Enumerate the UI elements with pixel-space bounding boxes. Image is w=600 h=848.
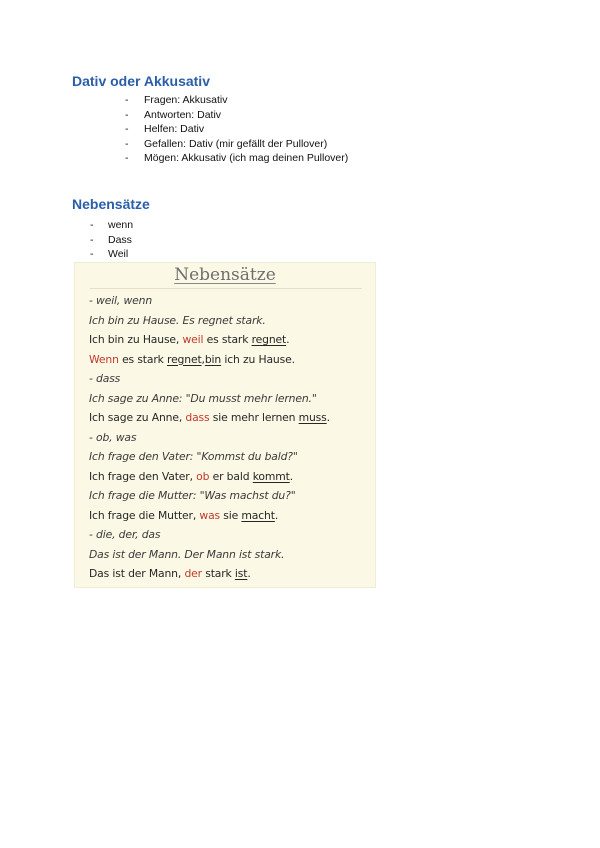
excerpt-line xyxy=(89,447,330,467)
conjunction-highlight: was xyxy=(199,508,221,522)
line-text: sie xyxy=(220,508,242,522)
excerpt-line xyxy=(89,311,330,331)
excerpt-line xyxy=(89,525,330,545)
verb-underlined: macht xyxy=(241,508,275,522)
excerpt-title: Nebensätze xyxy=(174,265,276,285)
conjunction-highlight: dass xyxy=(185,411,210,424)
list-item: - Dass xyxy=(90,233,133,248)
line-text: . xyxy=(247,567,251,580)
line-text: Ich sage zu Anne: "Du musst mehr lernen." xyxy=(89,391,317,405)
excerpt-line xyxy=(89,408,330,428)
excerpt-line xyxy=(89,428,330,448)
line-text: . xyxy=(286,333,290,346)
line-text: sie mehr lernen xyxy=(209,411,299,424)
conjunction-highlight: Wenn xyxy=(89,352,119,366)
textbook-excerpt-image xyxy=(74,262,376,588)
line-text: er bald xyxy=(209,469,253,483)
line-text: Ich frage die Mutter: "Was machst du?" xyxy=(89,489,296,502)
excerpt-line xyxy=(89,506,330,526)
verb-underlined: regnet xyxy=(167,352,202,366)
line-text: Das ist der Mann. Der Mann ist stark. xyxy=(89,547,285,561)
line-text: . xyxy=(326,411,330,424)
excerpt-line xyxy=(89,467,330,487)
line-text: - ob, was xyxy=(89,430,137,444)
heading-dativ-oder-akkusativ: Dativ oder Akkusativ xyxy=(72,73,210,89)
excerpt-divider xyxy=(90,288,362,289)
excerpt-line xyxy=(89,291,330,311)
conjunction-highlight: weil xyxy=(182,333,204,346)
line-text: - die, der, das xyxy=(89,528,161,541)
heading-nebensaetze: Nebensätze xyxy=(72,196,150,212)
list-item: - Weil xyxy=(90,247,133,262)
excerpt-line xyxy=(89,369,330,389)
conjunction-highlight: ob xyxy=(196,469,210,483)
excerpt-lines xyxy=(89,291,330,584)
excerpt-line xyxy=(89,350,330,370)
list-item: - Fragen: Akkusativ xyxy=(125,93,348,108)
list-item: - Mögen: Akkusativ (ich mag deinen Pullover) xyxy=(125,151,348,166)
line-text: Ich frage die Mutter, xyxy=(89,508,200,522)
line-text: - dass xyxy=(89,372,121,385)
excerpt-line xyxy=(89,564,330,584)
list-item: - Helfen: Dativ xyxy=(125,122,348,137)
line-text: , xyxy=(201,352,205,366)
excerpt-line xyxy=(89,486,330,506)
line-text: Das ist der Mann, xyxy=(89,567,185,580)
line-text: Ich bin zu Hause, xyxy=(89,333,183,346)
verb-underlined: muss xyxy=(298,411,327,424)
line-text: Ich sage zu Anne, xyxy=(89,411,186,424)
list-item: - Antworten: Dativ xyxy=(125,108,348,123)
conjunction-highlight: der xyxy=(184,567,202,580)
excerpt-line xyxy=(89,545,330,565)
list-item: - Gefallen: Dativ (mir gefällt der Pullover) xyxy=(125,137,348,152)
nebensaetze-list xyxy=(90,218,133,262)
line-text: Ich frage den Vater, xyxy=(89,469,197,483)
line-text: . xyxy=(274,508,279,522)
dativ-akkusativ-list xyxy=(125,93,348,166)
verb-underlined: bin xyxy=(204,352,222,366)
line-text: . xyxy=(289,469,293,483)
line-text: stark xyxy=(201,567,235,580)
verb-underlined: kommt xyxy=(252,469,290,483)
line-text: ich zu Hause. xyxy=(221,352,295,366)
line-text: Ich frage den Vater: "Kommst du bald?" xyxy=(89,450,298,463)
line-text: - weil, wenn xyxy=(89,294,153,307)
line-text: es stark xyxy=(203,333,252,346)
list-item: - wenn xyxy=(90,218,133,233)
verb-underlined: ist xyxy=(234,567,248,580)
excerpt-line xyxy=(89,330,330,350)
line-text: es stark xyxy=(118,352,168,366)
excerpt-line xyxy=(89,389,330,409)
verb-underlined: regnet xyxy=(251,333,287,346)
line-text: Ich bin zu Hause. Es regnet stark. xyxy=(89,313,266,327)
